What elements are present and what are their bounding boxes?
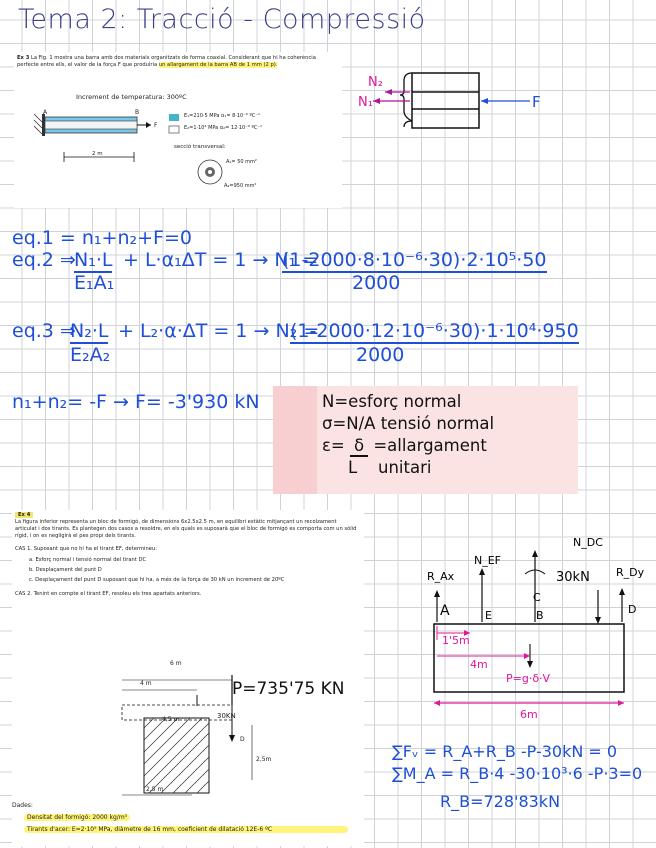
exercise-label: Ex 3 [17, 55, 30, 61]
force-ndc: N_DC [573, 536, 603, 549]
force-result: n₁+n₂= -F → F= -3'930 kN [12, 391, 260, 413]
area-2: A₂=950 mm² [224, 183, 257, 189]
area-1: A₁= 50 mm² [226, 159, 257, 165]
concrete-density: Densitat del formigó: 2000 kg/m³ [24, 814, 130, 821]
point-a: A [440, 603, 450, 619]
equation-3-prefix: eq.3 ⇒ [12, 320, 76, 342]
load-30kn: 30KN [217, 712, 236, 720]
temperature-increment: Increment de temperatura: 300ºC [76, 93, 187, 101]
definition-normal-stress: σ=N/A tensió normal [322, 414, 495, 433]
equation-3-middle: + L₂·α·ΔT = 1 → N₂ = [118, 320, 320, 342]
label-f: F [154, 122, 158, 129]
definition-strain: ε= δ =allargament L unitari [322, 436, 487, 477]
n2-label: N₂ [368, 75, 383, 90]
label-a: A [43, 109, 48, 116]
highlighted-text: un allargament de la barra AB de 1 mm (2 p). [158, 62, 278, 68]
equation-2-result-numerator: (1-2000·8·10⁻⁶·30)·2·10⁵·50 [282, 249, 547, 271]
equation-2-denominator: E₁A₁ [74, 272, 115, 294]
length-label: 2 m [92, 151, 103, 157]
load-30kn: 30kN [556, 570, 590, 585]
point-c: C [533, 591, 541, 604]
case-1: CAS 1. Suposant que no hi ha el tirant EF, determineu: [15, 546, 157, 552]
n1-label: N₁ [358, 95, 373, 110]
equation-3-result-denominator: 2000 [356, 344, 405, 366]
item-b: b. Desplaçament del punt D [29, 567, 102, 573]
label-b: B [135, 109, 140, 116]
dimension-4m: 4 m [140, 680, 152, 687]
equation-2-prefix: eq.2 ⇒ [12, 249, 76, 271]
exercise-text: La figura inferior representa un bloc de formigó, de dimensions 6x2.5x2.5 m, en equilibri estàtic mitjançant un recolzament articulat i dos tirants. Es plantegen dos casos a resoldre, en els quals es suposarà que el bloc de formigó es comporta com un sòlid rígid, i on es negligirà el pes propi dels tirants. [15, 519, 357, 539]
steel-properties: Tirants d'acer: E=2·10⁵ MPa, diàmetre de 16 mm, coeficient de dilatació 12E-6 ºC [24, 826, 348, 833]
dimension-4m: 4m [470, 658, 488, 671]
sum-vertical-forces: ∑Fᵥ = R_A+R_B -P-30kN = 0 [392, 742, 618, 761]
dimension-1-5m: 4,5 m [162, 716, 180, 723]
equation-2-result-denominator: 2000 [352, 272, 401, 294]
f-label: F [532, 93, 541, 111]
item-a: a. Esforç normal i tensió normal del tirant DC [29, 557, 147, 563]
point-b: B [536, 609, 544, 622]
dimension-bottom: 2,5 m [146, 786, 164, 793]
case-2: CAS 2. Tenint en compte el tirant EF, resoleu els tres apartats anteriors. [15, 591, 202, 597]
sum-moments-a: ∑M_A = R_B·4 -30·10³·6 -P·3=0 [392, 764, 643, 783]
point-d: D [240, 736, 245, 743]
force-nef: N_EF [474, 554, 502, 567]
exercise-text: La Fig. 1 mostra una barra amb dos materials organitzats de forma coaxial. Considerant que hi ha coherència perfecte entre ells, el valor de la força F que produiria [17, 55, 316, 68]
exercise-3-statement [14, 52, 342, 208]
data-label: Dades: [12, 802, 33, 809]
material-1: E₁=210·5 MPa α₁= 8·10⁻⁶ ºC⁻¹ [184, 113, 260, 119]
definitions [322, 391, 494, 479]
weight-value: P=735'75 KN [232, 679, 345, 699]
reaction-ax: R_Ax [427, 570, 455, 583]
point-d: D [628, 603, 637, 616]
exercise-4-statement [12, 510, 364, 846]
material-2: E₂=1·10⁴ MPa α₂= 12·10⁻⁶ ºC⁻¹ [184, 125, 262, 131]
dimension-2-5m: 2,5m [256, 756, 272, 763]
equation-3-denominator: E₂A₂ [70, 344, 111, 366]
weight-formula: P=g·δ·V [506, 672, 551, 685]
reaction-b-result: R_B=728'83kN [440, 792, 561, 811]
equation-2-numerator: N₁·L [74, 249, 113, 271]
equation-2-middle: + L·α₁ΔT = 1 → N₁ = [123, 249, 319, 271]
dimension-6m: 6m [520, 708, 538, 721]
definition-normal-force: N=esforç normal [322, 392, 462, 411]
exercise-label: Ex 4 [15, 512, 33, 518]
dimension-1-5m: 1'5m [442, 634, 470, 647]
section-title: secció transversal: [174, 144, 226, 150]
reaction-dy: R_Dy [616, 566, 645, 579]
page-title: Tema 2: Tracció - Compressió [18, 4, 426, 35]
bar-figure [14, 102, 344, 208]
dimension-6m: 6 m [170, 660, 182, 667]
equation-1: eq.1 = n₁+n₂+F=0 [12, 227, 192, 249]
equation-3-numerator: N₂·L [70, 320, 109, 342]
equation-3-result-numerator: (1-2000·12·10⁻⁶·30)·1·10⁴·950 [290, 320, 579, 342]
point-e: E [485, 609, 492, 622]
item-c: c. Desplaçament del punt D suposant que hi ha, a més de la força de 30 kN un increment de 20ºC [29, 577, 285, 583]
